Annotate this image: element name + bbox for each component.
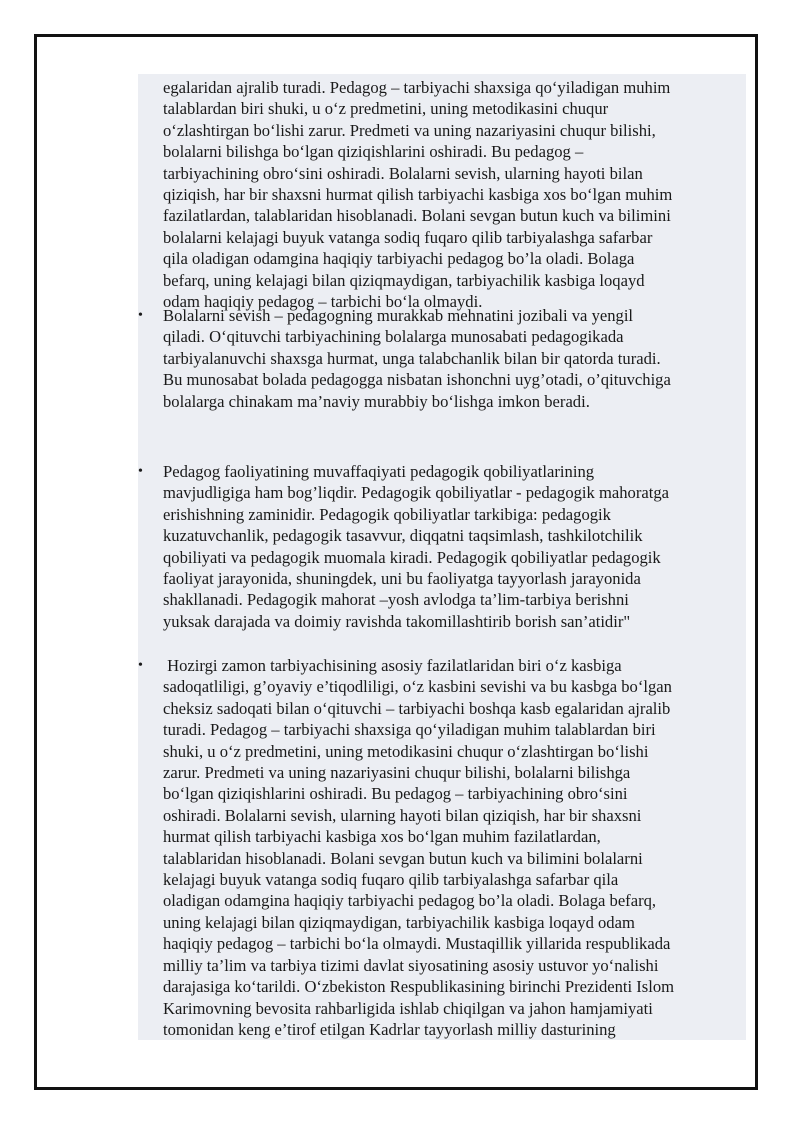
text-line: qiladi. O‘qituvchi tarbiyachining bolalarga munosabati pedagogikada bbox=[163, 327, 624, 347]
intro-paragraph bbox=[163, 77, 743, 312]
text-line: qiziqish, har bir shaxsni hurmat qilish tarbiyachi kasbiga xos bo‘lgan muhim bbox=[163, 185, 673, 205]
bullet-marker: • bbox=[138, 658, 143, 673]
text-line: shakllanadi. Pedagogik mahorat –yosh avlodga ta’lim-tarbiya berishni bbox=[163, 590, 629, 610]
text-line: egalaridan ajralib turadi. Pedagog – tarbiyachi shaxsiga qo‘yiladigan muhim bbox=[163, 78, 671, 97]
text-line: bolalarga chinakam ma’naviy murabbiy bo‘lishga imkon beradi. bbox=[163, 391, 590, 411]
text-line: befarq, uning kelajagi bilan qiziqmaydigan, tarbiyachilik kasbiga loqayd bbox=[163, 270, 645, 290]
text-line: milliy ta’lim va tarbiya tizimi davlat siyosatining asosiy ustuvor yo‘nalishi bbox=[163, 955, 659, 975]
text-line: mavjudligiga ham bog’liqdir. Pedagogik qobiliyatlar - pedagogik mahoratga bbox=[163, 483, 669, 503]
text-line: kelajagi buyuk vatanga sodiq fuqaro qilib tarbiyalashga safarbar qila bbox=[163, 870, 619, 890]
text-line: sadoqatliligi, g’oyaviy e’tiqodliligi, o‘z kasbini sevishi va bu kasbga bo‘lgan bbox=[163, 677, 672, 697]
bullet-item bbox=[138, 461, 743, 632]
text-line: zarur. Predmeti va uning nazariyasini chuqur bilishi, bolalarni bilishga bbox=[163, 763, 631, 783]
text-line: yuksak darajada va doimiy ravishda takomillashtirib borish san’atidir" bbox=[163, 611, 631, 631]
text-line: tarbiyachining obro‘sini oshiradi. Bolalarni sevish, ularning hayoti bilan bbox=[163, 163, 643, 183]
text-line: Pedagog faoliyatining muvaffaqiyati pedagogik qobiliyatlarining bbox=[163, 462, 595, 481]
bullet-item bbox=[138, 655, 743, 1040]
text-line: shuki, u o‘z predmetini, uning metodikasini chuqur o‘zlashtirgan bo‘lishi bbox=[163, 741, 649, 761]
text-line: odam haqiqiy pedagog – tarbichi bo‘la olmaydi. bbox=[163, 292, 483, 312]
text-line: Bolalarni sevish – pedagogning murakkab mehnatini jozibali va yengil bbox=[163, 306, 634, 325]
text-line: cheksiz sadoqati bilan o‘qituvchi – tarbiyachi boshqa kasb egalaridan ajralib bbox=[163, 698, 671, 718]
text-line: Karimovning bevosita rahbarligida ishlab chiqilgan va jahon hamjamiyati bbox=[163, 998, 653, 1018]
text-line: talablaridan hisoblanadi. Bolani sevgan butun kuch va bilimini bolalarni bbox=[163, 848, 643, 868]
text-line: darajasiga ko‘tarildi. O‘zbekiston Respublikasining birinchi Prezidenti Islom bbox=[163, 977, 675, 997]
text-line: tomonidan keng e’tirof etilgan Kadrlar tayyorlash milliy dasturining bbox=[163, 1019, 616, 1039]
bullet-marker: • bbox=[138, 464, 143, 479]
text-line: talablardan biri shuki, u o‘z predmetini, uning metodikasini chuqur bbox=[163, 99, 609, 119]
bullet-item bbox=[138, 305, 743, 412]
text-line: kuzatuvchanlik, pedagogik tasavvur, diqqatni taqsimlash, tashkilotchilik bbox=[163, 526, 643, 546]
text-line: oladigan odamgina haqiqiy tarbiyachi pedagog bo’la oladi. Bolaga befarq, bbox=[163, 891, 657, 911]
text-line: bolalarni bilishga bo‘lgan qiziqishlarini oshiradi. Bu pedagog – bbox=[163, 142, 584, 162]
text-line: uning kelajagi bilan qiziqmaydigan, tarbiyachilik kasbiga loqayd odam bbox=[163, 912, 635, 932]
text-line: Hozirgi zamon tarbiyachisining asosiy fazilatlaridan biri o‘z kasbiga bbox=[163, 656, 622, 675]
text-line: turadi. Pedagog – tarbiyachi shaxsiga qo‘yiladigan muhim talablardan biri bbox=[163, 720, 656, 740]
text-line: qila oladigan odamgina haqiqiy tarbiyachi pedagog bo’la oladi. Bolaga bbox=[163, 249, 635, 269]
text-line: hurmat qilish tarbiyachi kasbiga xos bo‘lgan muhim fazilatlardan, bbox=[163, 827, 601, 847]
text-line: qobiliyati va pedagogik muomala kiradi. Pedagogik qobiliyatlar pedagogik bbox=[163, 547, 661, 567]
text-line: Bu munosabat bolada pedagogga nisbatan ishonchni uyg’otadi, o’qituvchiga bbox=[163, 370, 671, 390]
text-line: faoliyat jarayonida, shuningdek, uni bu faoliyatga tayyorlash jarayonida bbox=[163, 569, 641, 589]
bullet-marker: • bbox=[138, 308, 143, 323]
text-line: haqiqiy pedagog – tarbichi bo‘la olmaydi. Mustaqillik yillarida respublikada bbox=[163, 934, 671, 954]
text-line: oshiradi. Bolalarni sevish, ularning hayoti bilan qiziqish, har bir shaxsni bbox=[163, 805, 642, 825]
text-line: fazilatlardan, talablaridan hisoblanadi. Bolani sevgan butun kuch va bilimini bbox=[163, 206, 671, 226]
text-line: tarbiyalanuvchi shaxsga hurmat, unga talabchanlik bilan bir qatorda turadi. bbox=[163, 348, 661, 368]
text-line: bolalarni kelajagi buyuk vatanga sodiq fuqaro qilib tarbiyalashga safarbar bbox=[163, 227, 653, 247]
text-line: o‘zlashtirgan bo‘lishi zarur. Predmeti va uning nazariyasini chuqur bilishi, bbox=[163, 120, 656, 140]
text-line: erishishning zaminidir. Pedagogik qobiliyatlar tarkibiga: pedagogik bbox=[163, 504, 611, 524]
text-line: bo‘lgan qiziqishlarini oshiradi. Bu pedagog – tarbiyachining obro‘sini bbox=[163, 784, 628, 804]
